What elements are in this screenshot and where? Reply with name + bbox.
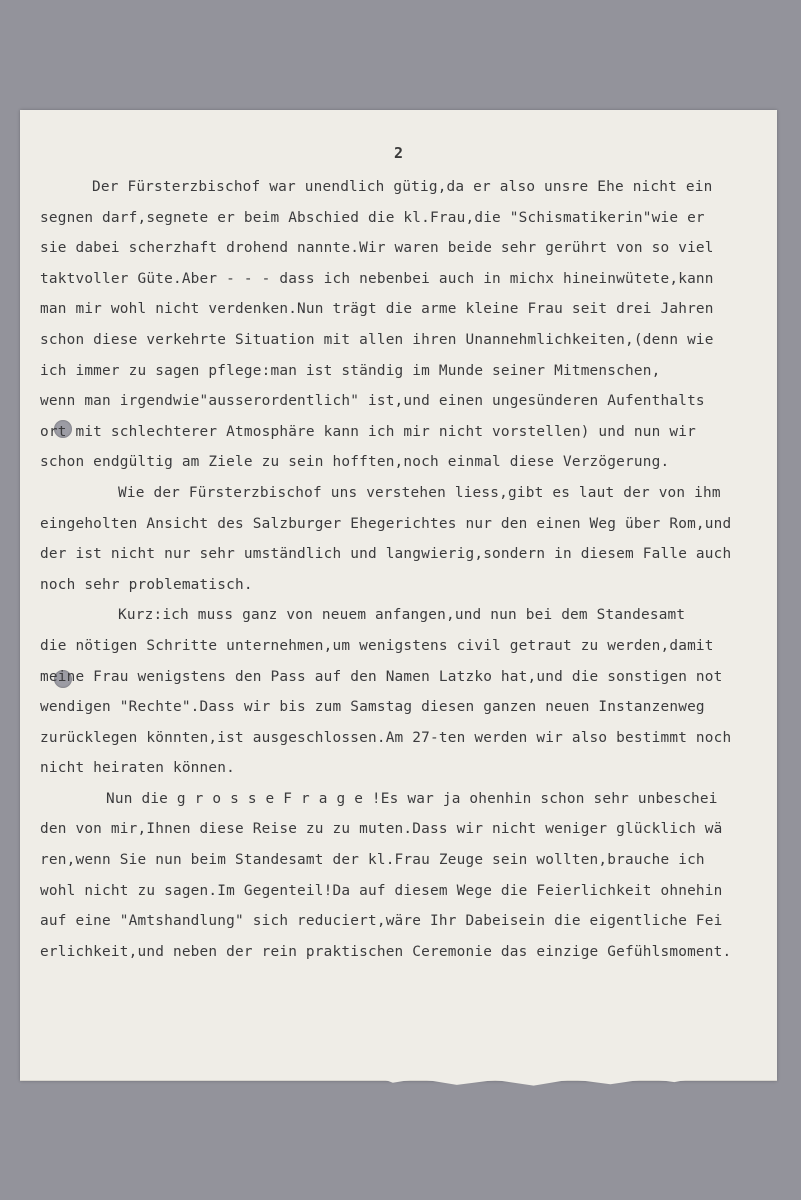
text-line: ich immer zu sagen pflege:man ist ständig im Munde seiner Mitmenschen,	[40, 362, 661, 379]
text-line: Der Fürsterzbischof war unendlich gütig,da er also unsre Ehe nicht ein	[92, 179, 713, 195]
text-line: der ist nicht nur sehr umständlich und langwierig,sondern in diesem Falle auch	[40, 546, 732, 563]
text-line: man mir wohl nicht verdenken.Nun trägt die arme kleine Frau seit drei Jahren	[40, 301, 714, 318]
text-line: wendigen "Rechte".Dass wir bis zum Samstag diesen ganzen neuen Instanzenweg	[40, 699, 705, 716]
text-line: Wie der Fürsterzbischof uns verstehen liess,gibt es laut der von ihm	[118, 484, 721, 501]
text-line: wenn man irgendwie"ausserordentlich" ist,und einen ungesünderen Aufenthalts	[40, 393, 705, 410]
text-line: meine Frau wenigstens den Pass auf den Namen Latzko hat,und die sonstigen not	[40, 668, 723, 685]
text-line: Nun die g r o s s e F r a g e !Es war ja ohenhin schon sehr unbeschei	[106, 790, 718, 807]
page-number: 2	[393, 144, 404, 162]
text-line: Kurz:ich muss ganz von neuem anfangen,und nun bei dem Standesamt	[118, 607, 686, 624]
letter-page	[20, 110, 777, 1081]
paragraph	[40, 784, 770, 968]
paragraph	[40, 478, 770, 600]
text-line: zurücklegen könnten,ist ausgeschlossen.Am 27-ten werden wir also bestimmt noch	[40, 729, 732, 746]
text-line: eingeholten Ansicht des Salzburger Ehegerichtes nur den einen Weg über Rom,und	[40, 515, 732, 532]
text-line: sie dabei scherzhaft drohend nannte.Wir waren beide sehr gerührt von so viel	[40, 240, 714, 257]
paragraph	[40, 600, 770, 784]
text-line: schon diese verkehrte Situation mit allen ihren Unannehmlichkeiten,(denn wie	[40, 331, 714, 348]
text-line: segnen darf,segnete er beim Abschied die kl.Frau,die "Schismatikerin"wie er	[40, 209, 705, 226]
text-line: wohl nicht zu sagen.Im Gegenteil!Da auf diesem Wege die Feierlichkeit ohnehin	[40, 882, 723, 899]
text-line: die nötigen Schritte unternehmen,um wenigstens civil getraut zu werden,damit	[40, 637, 714, 654]
letter-body	[40, 172, 770, 967]
text-line: auf eine "Amtshandlung" sich reduciert,wäre Ihr Dabeisein die eigentliche Fei	[40, 913, 723, 930]
text-line: schon endgültig am Ziele zu sein hofften,noch einmal diese Verzögerung.	[40, 454, 670, 471]
text-line: erlichkeit,und neben der rein praktischen Ceremonie das einzige Gefühlsmoment.	[40, 943, 732, 960]
text-line: den von mir,Ihnen diese Reise zu zu muten.Dass wir nicht weniger glücklich wä	[40, 821, 723, 838]
text-line: ort mit schlechterer Atmosphäre kann ich mir nicht vorstellen) und nun wir	[40, 423, 696, 440]
text-line: noch sehr problematisch.	[40, 576, 253, 593]
text-line: ren,wenn Sie nun beim Standesamt der kl.Frau Zeuge sein wollten,brauche ich	[40, 852, 705, 869]
text-line: taktvoller Güte.Aber - - - dass ich nebenbei auch in michx hineinwütete,kann	[40, 270, 714, 287]
text-line: nicht heiraten können.	[40, 760, 236, 777]
paragraph	[40, 172, 770, 478]
